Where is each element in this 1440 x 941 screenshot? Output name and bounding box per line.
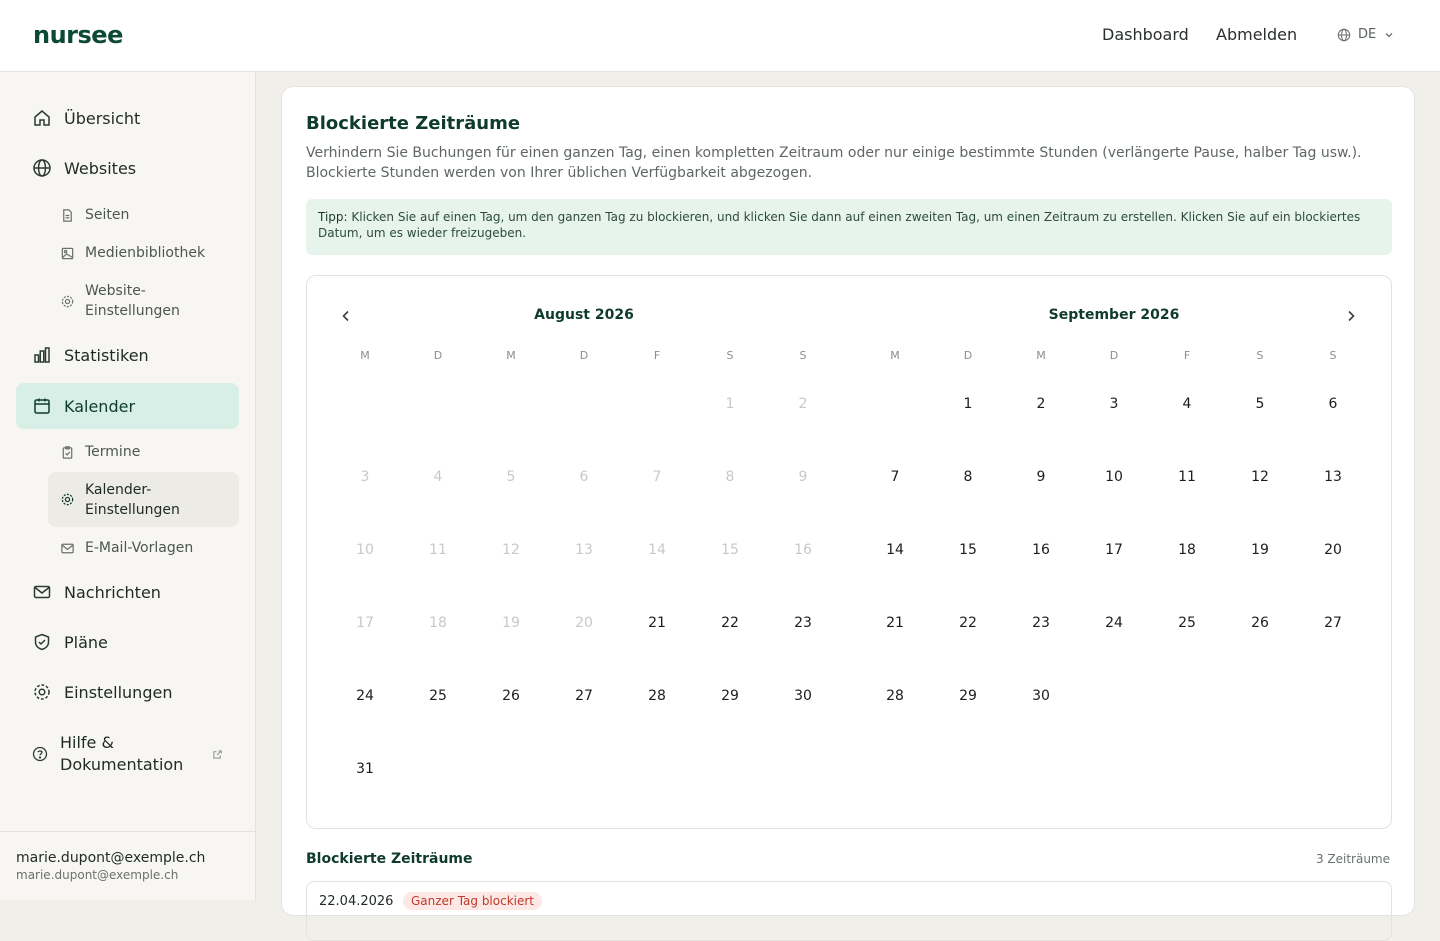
calendar-day[interactable]: 27: [1324, 615, 1342, 631]
calendar-day: 18: [429, 615, 447, 631]
calendar-day[interactable]: 14: [886, 542, 904, 558]
calendar-day: 10: [356, 542, 374, 558]
weekday-label: F: [653, 349, 661, 362]
sidebar-item-website-einstellungen[interactable]: [48, 280, 239, 322]
tip-box: [306, 199, 1392, 255]
month-title-0: August 2026: [534, 307, 634, 323]
calendar-day: 4: [433, 469, 443, 485]
user-panel[interactable]: [0, 831, 255, 900]
sidebar-item-seiten[interactable]: [48, 204, 239, 226]
calendar-day[interactable]: 21: [886, 615, 904, 631]
calendar-day[interactable]: 29: [959, 688, 977, 704]
calendar-day: 2: [798, 396, 808, 412]
globe-icon: [32, 158, 52, 178]
page-description: Verhindern Sie Buchungen für einen ganzen Tag, einen kompletten Zeitraum oder nur einige bestimmte Stunden (verlängerte Pause, halber Tag usw.). Blockierte Stunden werden von Ihrer üblichen Verfügbarkeit abgezogen.: [306, 145, 1362, 181]
calendar-day: 9: [798, 469, 808, 485]
sidebar-item-label: Einstellungen: [64, 682, 173, 702]
calendar-day[interactable]: 26: [1251, 615, 1269, 631]
calendar-day[interactable]: 19: [1251, 542, 1269, 558]
calendar-day[interactable]: 22: [959, 615, 977, 631]
blocked-list-count: 3 Zeiträume: [1315, 852, 1390, 866]
sidebar-item-hilfe[interactable]: [16, 726, 239, 782]
blocked-periods-card: [281, 86, 1415, 916]
weekday-label: F: [1183, 349, 1191, 362]
calendar-icon: [32, 396, 52, 416]
calendar-day[interactable]: 17: [1105, 542, 1123, 558]
calendar-day[interactable]: 21: [648, 615, 666, 631]
calendar-day[interactable]: 2: [1036, 396, 1046, 412]
sidebar-item-kalender-einstellungen[interactable]: [48, 472, 239, 527]
language-label: DE: [1358, 27, 1377, 42]
calendar-day[interactable]: 13: [1324, 469, 1342, 485]
calendar-day[interactable]: 26: [502, 688, 520, 704]
chevron-left-icon: [339, 309, 353, 323]
calendar-day[interactable]: 18: [1178, 542, 1196, 558]
external-link-icon: [212, 749, 223, 760]
document-icon: [60, 208, 75, 223]
sidebar: [0, 72, 256, 900]
weekday-label: M: [1036, 349, 1046, 362]
calendar-day: 3: [360, 469, 370, 485]
globe-icon: [1337, 28, 1351, 42]
calendar-day[interactable]: 5: [1255, 396, 1265, 412]
calendar-day: 14: [648, 542, 666, 558]
calendar-day: 16: [794, 542, 812, 558]
user-name: marie.dupont@exemple.ch: [16, 850, 206, 866]
shield-icon: [32, 632, 52, 652]
sidebar-item-termine[interactable]: [48, 441, 239, 463]
calendar-day[interactable]: 8: [963, 469, 973, 485]
sidebar-item-medienbibliothek[interactable]: [48, 242, 239, 264]
user-email: marie.dupont@exemple.ch: [16, 868, 179, 882]
calendar-day: 20: [575, 615, 593, 631]
sidebar-item-label: Website- Einstellungen: [85, 283, 180, 319]
gear-icon: [60, 492, 75, 507]
page-title: Blockierte Zeiträume: [306, 113, 521, 134]
sidebar-item-statistiken[interactable]: [16, 332, 239, 378]
tip-label: Tipp:: [318, 210, 348, 224]
calendar-day[interactable]: 10: [1105, 469, 1123, 485]
month-title-1: September 2026: [1048, 307, 1180, 323]
sidebar-item-label: Kalender- Einstellungen: [85, 481, 180, 518]
calendar-day: 11: [429, 542, 447, 558]
calendar-day[interactable]: 3: [1109, 396, 1119, 412]
sidebar-item-label: Übersicht: [64, 108, 141, 128]
sidebar-item-label: Pläne: [64, 632, 108, 652]
blocked-period-row[interactable]: [306, 881, 1392, 941]
logo[interactable]: nursee: [33, 21, 123, 49]
sidebar-item-websites[interactable]: [16, 145, 239, 191]
calendar-day[interactable]: 29: [721, 688, 739, 704]
gear-icon: [60, 294, 75, 309]
blocked-list-title: Blockierte Zeiträume: [306, 851, 473, 867]
home-icon: [32, 108, 52, 128]
calendar-day[interactable]: 25: [1178, 615, 1196, 631]
calendar-day[interactable]: 30: [1032, 688, 1050, 704]
calendar-day[interactable]: 30: [794, 688, 812, 704]
mail-icon: [60, 541, 75, 556]
sidebar-item-plaene[interactable]: [16, 619, 239, 665]
help-circle-icon: [32, 746, 48, 762]
sidebar-item-label: Nachrichten: [64, 582, 161, 602]
calendar-day[interactable]: 28: [886, 688, 904, 704]
calendar-day[interactable]: 25: [429, 688, 447, 704]
weekday-label: M: [890, 349, 900, 362]
weekday-label: M: [506, 349, 516, 362]
sidebar-item-label: Medienbibliothek: [85, 245, 206, 261]
sidebar-item-label: Seiten: [85, 207, 130, 223]
calendar-day: 12: [502, 542, 520, 558]
status-badge: Ganzer Tag blockiert: [403, 892, 542, 910]
dashboard-link[interactable]: Dashboard: [1102, 25, 1189, 44]
calendar-day: 19: [502, 615, 520, 631]
calendar: [306, 275, 1392, 829]
weekday-label: S: [1256, 349, 1264, 362]
weekday-label: S: [799, 349, 807, 362]
calendar-day[interactable]: 12: [1251, 469, 1269, 485]
calendar-day: 8: [725, 469, 735, 485]
sidebar-item-label: Termine: [85, 444, 141, 460]
calendar-day: 6: [579, 469, 589, 485]
weekday-label: S: [1329, 349, 1337, 362]
weekday-label: D: [963, 349, 973, 362]
calendar-day[interactable]: 24: [356, 688, 374, 704]
calendar-day[interactable]: 22: [721, 615, 739, 631]
calendar-day[interactable]: 4: [1182, 396, 1192, 412]
clipboard-icon: [60, 445, 75, 460]
logout-link[interactable]: Abmelden: [1216, 25, 1298, 44]
bar-chart-icon: [32, 345, 52, 365]
sidebar-item-label: Kalender: [64, 396, 136, 416]
calendar-day[interactable]: 28: [648, 688, 666, 704]
calendar-day[interactable]: 7: [890, 469, 900, 485]
sidebar-item-nachrichten[interactable]: [16, 569, 239, 615]
sidebar-item-label: Websites: [64, 158, 137, 178]
sidebar-item-label: E-Mail-Vorlagen: [85, 540, 194, 556]
weekday-label: M: [360, 349, 370, 362]
chevron-down-icon: [1384, 30, 1394, 40]
calendar-day[interactable]: 24: [1105, 615, 1123, 631]
sidebar-item-email-vorlagen[interactable]: [48, 537, 239, 559]
sidebar-item-label: Statistiken: [64, 345, 149, 365]
prev-month-button[interactable]: [334, 304, 358, 328]
calendar-day[interactable]: 31: [356, 761, 374, 777]
weekday-label: S: [726, 349, 734, 362]
calendar-day: 1: [725, 396, 735, 412]
weekday-label: D: [433, 349, 443, 362]
calendar-day[interactable]: 23: [1032, 615, 1050, 631]
weekday-label: D: [579, 349, 589, 362]
calendar-day[interactable]: 6: [1328, 396, 1338, 412]
calendar-day[interactable]: 9: [1036, 469, 1046, 485]
language-selector[interactable]: [1337, 27, 1394, 42]
image-icon: [60, 246, 75, 261]
sidebar-item-uebersicht[interactable]: [16, 95, 239, 141]
calendar-day[interactable]: 11: [1178, 469, 1196, 485]
sidebar-item-kalender[interactable]: [16, 383, 239, 429]
calendar-day[interactable]: 23: [794, 615, 812, 631]
calendar-day[interactable]: 16: [1032, 542, 1050, 558]
weekday-label: D: [1109, 349, 1119, 362]
blocked-period-date: 22.04.2026: [319, 894, 394, 909]
calendar-day: 13: [575, 542, 593, 558]
calendar-day: 17: [356, 615, 374, 631]
calendar-day: 5: [506, 469, 516, 485]
calendar-day[interactable]: 20: [1324, 542, 1342, 558]
tip-text: Klicken Sie auf einen Tag, um den ganzen Tag zu blockieren, und klicken Sie dann auf einen zweiten Tag, um einen Zeitraum zu erstellen. Klicken Sie auf ein blockiertes Datum, um es wieder freizugeben.: [318, 210, 1361, 240]
calendar-day: 7: [652, 469, 662, 485]
next-month-button[interactable]: [1339, 304, 1363, 328]
calendar-day[interactable]: 15: [959, 542, 977, 558]
sidebar-item-einstellungen[interactable]: [16, 669, 239, 715]
sidebar-item-label: Hilfe & Dokumentation: [60, 733, 184, 774]
mail-icon: [32, 582, 52, 602]
chevron-right-icon: [1344, 309, 1358, 323]
calendar-day: 15: [721, 542, 739, 558]
gear-icon: [32, 682, 52, 702]
top-header: [0, 0, 1440, 72]
calendar-day[interactable]: 27: [575, 688, 593, 704]
calendar-day[interactable]: 1: [963, 396, 973, 412]
